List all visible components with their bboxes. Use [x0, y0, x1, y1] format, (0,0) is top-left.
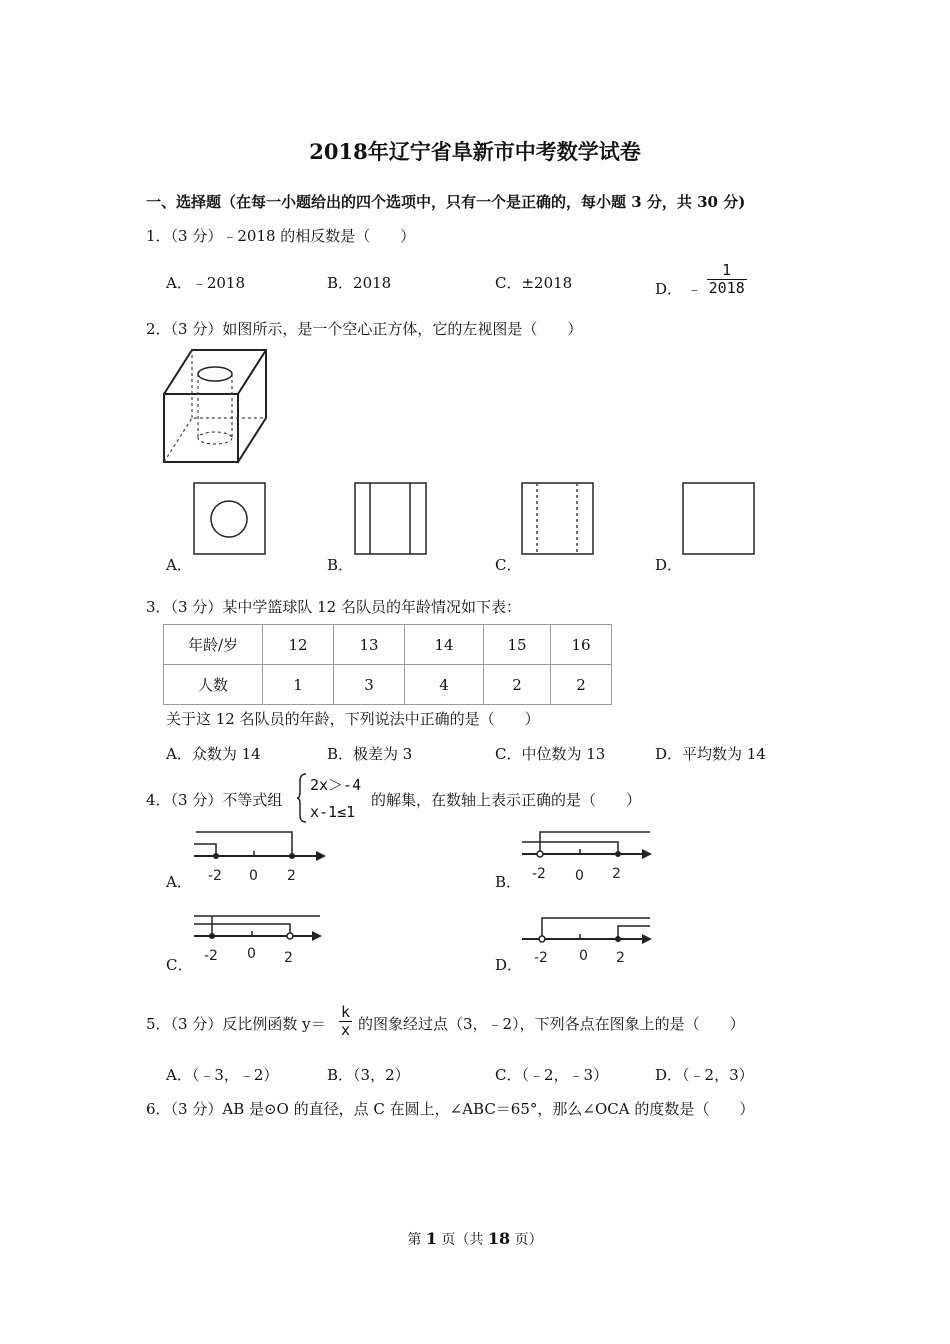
question-2-stem: 2．（3 分）如图所示，是一个空心正方体，它的左视图是（ ） — [146, 320, 583, 338]
left-brace-icon — [296, 772, 308, 824]
page-title: 2018年辽宁省阜新市中考数学试卷 — [309, 139, 641, 164]
q3-option-a[interactable]: A．众数为 14 — [166, 745, 261, 763]
question-6-stem: 6．（3 分）AB 是⊙O 的直径，点 C 在圆上，∠ABC＝65°，那么∠OCA 的度数是（ ） — [146, 1100, 755, 1118]
question-3-substem: 关于这 12 名队员的年龄，下列说法中正确的是（ ） — [166, 710, 540, 728]
q1-option-a[interactable]: A．﹣2018 — [166, 274, 246, 292]
q1-fraction-denominator: 2018 — [708, 279, 745, 297]
table-cell: 12 — [263, 625, 334, 665]
footer-mid: 页（共 — [436, 1232, 488, 1248]
tick-label: 0 — [249, 868, 258, 884]
tick-label: 2 — [287, 868, 296, 884]
table-cell: 2 — [551, 665, 612, 705]
table-row — [164, 625, 612, 665]
q2-option-a[interactable]: A． — [166, 556, 192, 574]
tick-label: -2 — [534, 950, 548, 966]
tick-label: 2 — [284, 950, 293, 966]
footer-total-pages: 18 — [487, 1229, 511, 1248]
q4-number-line-c — [190, 912, 330, 968]
q2-option-c[interactable]: C． — [495, 556, 522, 574]
q2-view-a-circle-in-square — [193, 482, 267, 556]
q1-option-d-label: D． — [655, 279, 683, 298]
footer-post: 页） — [510, 1232, 543, 1248]
q2-view-b-solid-lines — [354, 482, 428, 556]
question-5-stem-post: 的图象经过点（3，﹣2），下列各点在图象上的是（ ） — [358, 1015, 745, 1033]
table-header-count: 人数 — [164, 665, 263, 705]
q4-option-a[interactable]: A． — [166, 873, 192, 891]
footer-pre: 第 — [407, 1232, 426, 1248]
table-cell: 16 — [551, 625, 612, 665]
table-cell: 2 — [484, 665, 551, 705]
hollow-cube-figure — [160, 344, 274, 466]
q1-fraction-numerator: 1 — [722, 261, 732, 279]
tick-label: 0 — [247, 946, 256, 962]
q2-option-d[interactable]: D． — [655, 556, 683, 574]
q3-option-c[interactable]: C．中位数为 13 — [495, 745, 606, 763]
q2-view-c-dashed-lines — [521, 482, 595, 556]
table-cell: 15 — [484, 625, 551, 665]
q5-fraction-numerator: k — [341, 1003, 351, 1021]
tick-label: 2 — [612, 866, 621, 882]
q5-option-a[interactable]: A．（﹣3，﹣2） — [166, 1066, 279, 1084]
q1-fraction — [707, 262, 747, 297]
table-cell: 13 — [334, 625, 405, 665]
q4-number-line-a — [190, 828, 330, 886]
question-4-stem-pre: 4．（3 分）不等式组 — [146, 791, 283, 809]
q4-option-d[interactable]: D． — [495, 956, 523, 974]
q4-option-c[interactable]: C． — [166, 956, 193, 974]
question-3-stem: 3．（3 分）某中学篮球队 12 名队员的年龄情况如下表： — [146, 598, 521, 616]
q4-number-line-b — [518, 828, 658, 886]
page-footer — [0, 1229, 950, 1249]
table-cell: 14 — [405, 625, 484, 665]
footer-page-number: 1 — [425, 1229, 437, 1248]
q5-fraction-denominator: x — [341, 1021, 351, 1039]
q3-option-d[interactable]: D．平均数为 14 — [655, 745, 766, 763]
table-header-age: 年龄/岁 — [164, 625, 263, 665]
q5-option-b[interactable]: B．（3，2） — [327, 1066, 410, 1084]
question-4-stem-post: 的解集，在数轴上表示正确的是（ ） — [371, 791, 642, 809]
tick-label: -2 — [532, 866, 546, 882]
q1-option-c[interactable]: C．±2018 — [495, 274, 573, 292]
age-table — [163, 624, 612, 705]
q1-option-d-sign: ﹣ — [686, 279, 702, 298]
table-row — [164, 665, 612, 705]
inequality-line-2: x-1≤1 — [310, 803, 356, 821]
q5-fraction — [339, 1004, 352, 1039]
q5-option-d[interactable]: D．（﹣2，3） — [655, 1066, 754, 1084]
q3-option-b[interactable]: B．极差为 3 — [327, 745, 413, 763]
table-cell: 4 — [405, 665, 484, 705]
table-cell: 3 — [334, 665, 405, 705]
q4-option-b[interactable]: B． — [495, 873, 522, 891]
q4-number-line-d — [518, 912, 658, 968]
tick-label: 0 — [579, 948, 588, 964]
table-cell: 1 — [263, 665, 334, 705]
tick-label: -2 — [208, 868, 222, 884]
q5-option-c[interactable]: C．（﹣2，﹣3） — [495, 1066, 609, 1084]
q2-view-d-plain-square — [682, 482, 756, 556]
question-5-stem-pre: 5．（3 分）反比例函数 y＝ — [146, 1015, 326, 1033]
q1-option-d[interactable] — [655, 262, 747, 297]
section-heading: 一、选择题（在每一小题给出的四个选项中，只有一个是正确的，每小题 3 分，共 30 分) — [146, 193, 746, 211]
question-1-stem: 1．（3 分）﹣2018 的相反数是（ ） — [146, 227, 416, 245]
q1-option-b[interactable]: B．2018 — [327, 274, 392, 292]
tick-label: -2 — [204, 948, 218, 964]
tick-label: 0 — [575, 868, 584, 884]
q2-option-b[interactable]: B． — [327, 556, 354, 574]
inequality-line-1: 2x＞-4 — [310, 776, 362, 794]
tick-label: 2 — [616, 950, 625, 966]
